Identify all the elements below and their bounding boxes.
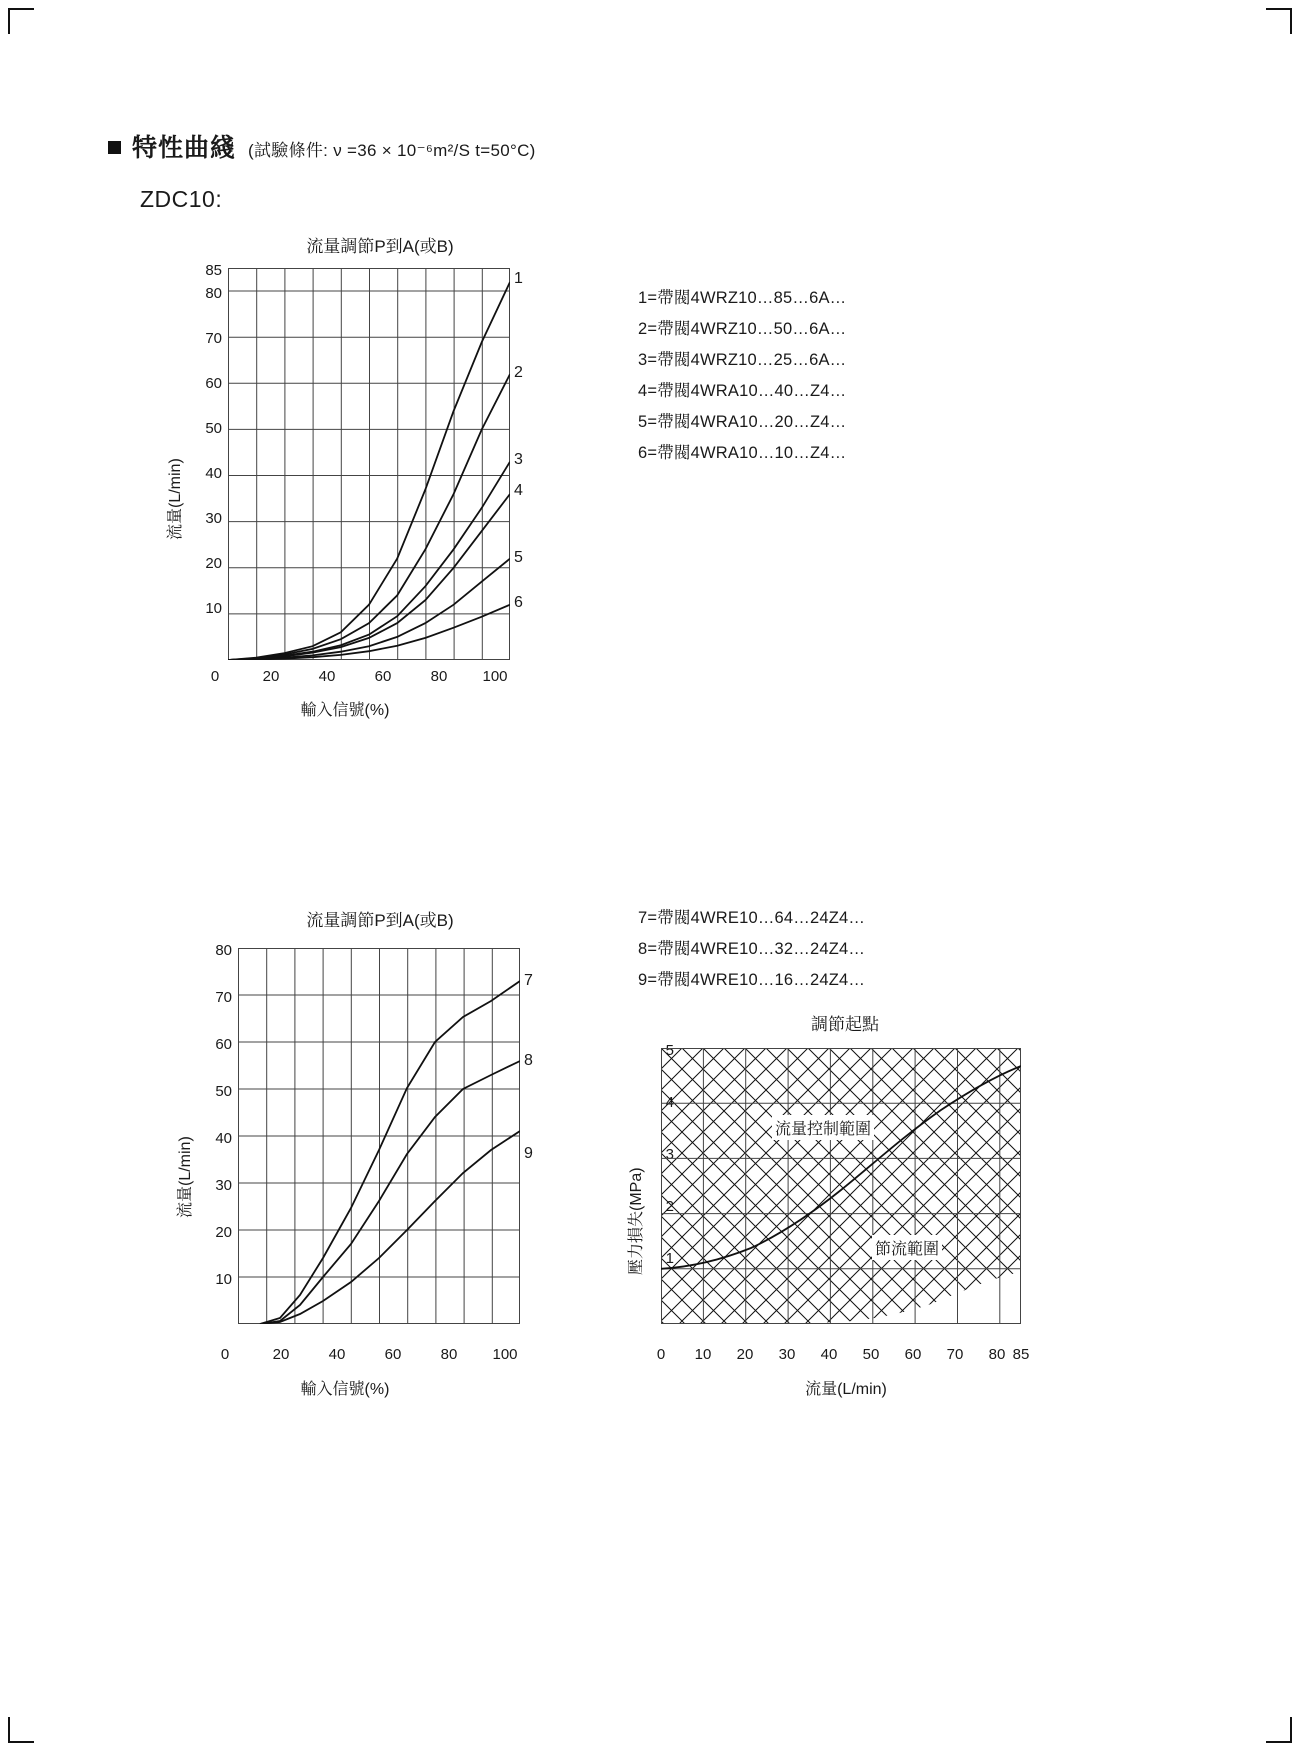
chart-bl-ytick-80: 80 bbox=[215, 942, 232, 959]
chart-top-y-axis-label: 流量(L/min) bbox=[167, 458, 184, 540]
chart-br-xtick-40: 40 bbox=[820, 1346, 838, 1363]
chart-bl-curve-label-8: 8 bbox=[524, 1052, 533, 1069]
legend-bottom-item-9: 9=帶閥4WRE10…16…24Z4… bbox=[638, 971, 866, 989]
chart-top-curve-label-2: 2 bbox=[514, 364, 523, 381]
chart-bl-curve-label-9: 9 bbox=[524, 1145, 533, 1162]
chart-bl-ytick-50: 50 bbox=[215, 1083, 232, 1100]
chart-bottom-left-y-axis-label: 流量(L/min) bbox=[177, 1136, 194, 1218]
chart-bl-xtick-0: 0 bbox=[220, 1346, 230, 1363]
chart-bottom-right-title: 調節起點 bbox=[811, 1015, 879, 1034]
chart-top-ytick-85: 85 bbox=[205, 262, 222, 279]
chart-top-curve-label-6: 6 bbox=[514, 594, 523, 611]
chart-top-xtick-60: 60 bbox=[374, 668, 392, 685]
chart-bottom-left-title: 流量調節P到A(或B) bbox=[306, 911, 454, 930]
legend-bottom bbox=[638, 903, 865, 996]
chart-br-xtick-20: 20 bbox=[736, 1346, 754, 1363]
legend-top-item-1: 1=帶閥4WRZ10…85…6A… bbox=[638, 289, 847, 307]
chart-bl-ytick-20: 20 bbox=[215, 1224, 232, 1241]
crop-mark-top-right bbox=[1266, 8, 1292, 34]
chart-top-title: 流量調節P到A(或B) bbox=[306, 237, 454, 256]
chart-bl-xtick-60: 60 bbox=[384, 1346, 402, 1363]
chart-bl-xtick-80: 80 bbox=[440, 1346, 458, 1363]
legend-top bbox=[638, 283, 846, 469]
chart-bl-xtick-40: 40 bbox=[328, 1346, 346, 1363]
legend-top-item-4: 4=帶閥4WRA10…40…Z4… bbox=[638, 382, 847, 400]
chart-br-xtick-85: 85 bbox=[1012, 1346, 1030, 1363]
chart-top-curve-label-3: 3 bbox=[514, 451, 523, 468]
crop-mark-bottom-right bbox=[1266, 1717, 1292, 1743]
chart-br-y-axis-label: 壓力損失(MPa) bbox=[628, 1167, 645, 1275]
chart-top-xtick-40: 40 bbox=[318, 668, 336, 685]
legend-top-item-3: 3=帶閥4WRZ10…25…6A… bbox=[638, 351, 847, 369]
chart-top-curve-label-5: 5 bbox=[514, 549, 523, 566]
chart-top-xtick-20: 20 bbox=[262, 668, 280, 685]
chart-top-x-axis-label: 輸入信號(%) bbox=[300, 702, 390, 719]
region-label-throttle-range: 節流範圍 bbox=[872, 1235, 942, 1260]
chart-top-ytick-10: 10 bbox=[205, 600, 222, 617]
page-title: 特性曲綫 bbox=[132, 134, 237, 162]
test-condition-text: (試驗條件: ν =36 × 10⁻⁶m²/S t=50°C) bbox=[248, 141, 536, 160]
chart-bl-ytick-10: 10 bbox=[215, 1271, 232, 1288]
chart-bl-ytick-70: 70 bbox=[215, 989, 232, 1006]
chart-br-xtick-50: 50 bbox=[862, 1346, 880, 1363]
legend-top-item-6: 6=帶閥4WRA10…10…Z4… bbox=[638, 444, 847, 462]
chart-bl-ytick-40: 40 bbox=[215, 1130, 232, 1147]
chart-top-ytick-20: 20 bbox=[205, 555, 222, 572]
chart-top-ytick-80: 80 bbox=[205, 285, 222, 302]
region-label-flow-control-range: 流量控制範圍 bbox=[772, 1115, 874, 1140]
chart-br-xtick-0: 0 bbox=[656, 1346, 666, 1363]
chart-top-xtick-80: 80 bbox=[430, 668, 448, 685]
chart-bl-ytick-30: 30 bbox=[215, 1177, 232, 1194]
chart-bl-ytick-60: 60 bbox=[215, 1036, 232, 1053]
chart-top-ytick-50: 50 bbox=[205, 420, 222, 437]
chart-top-ytick-70: 70 bbox=[205, 330, 222, 347]
chart-br-xtick-80: 80 bbox=[988, 1346, 1006, 1363]
chart-br-xtick-30: 30 bbox=[778, 1346, 796, 1363]
legend-top-item-5: 5=帶閥4WRA10…20…Z4… bbox=[638, 413, 847, 431]
chart-br-xtick-10: 10 bbox=[694, 1346, 712, 1363]
chart-top-ytick-40: 40 bbox=[205, 465, 222, 482]
legend-bottom-item-7: 7=帶閥4WRE10…64…24Z4… bbox=[638, 909, 866, 927]
chart-top-xtick-0: 0 bbox=[210, 668, 220, 685]
legend-bottom-item-8: 8=帶閥4WRE10…32…24Z4… bbox=[638, 940, 866, 958]
chart-top-plot bbox=[228, 268, 510, 660]
chart-top-ytick-30: 30 bbox=[205, 510, 222, 527]
model-label: ZDC10: bbox=[140, 186, 223, 212]
chart-br-xtick-60: 60 bbox=[904, 1346, 922, 1363]
chart-br-x-axis-label: 流量(L/min) bbox=[805, 1381, 887, 1398]
chart-bottom-right-plot bbox=[661, 1048, 1021, 1324]
chart-top-ytick-60: 60 bbox=[205, 375, 222, 392]
chart-bl-xtick-100: 100 bbox=[492, 1346, 518, 1363]
chart-top-curve-label-4: 4 bbox=[514, 482, 523, 499]
crop-mark-bottom-left bbox=[8, 1717, 34, 1743]
chart-bottom-left-plot bbox=[238, 948, 520, 1324]
legend-top-item-2: 2=帶閥4WRZ10…50…6A… bbox=[638, 320, 847, 338]
chart-top-curve-label-1: 1 bbox=[514, 270, 523, 287]
chart-bottom-left-x-axis-label: 輸入信號(%) bbox=[300, 1381, 390, 1398]
chart-top-xtick-100: 100 bbox=[482, 668, 508, 685]
page-header bbox=[108, 128, 536, 164]
square-bullet-icon bbox=[108, 141, 121, 154]
crop-mark-top-left bbox=[8, 8, 34, 34]
chart-bl-xtick-20: 20 bbox=[272, 1346, 290, 1363]
chart-br-xtick-70: 70 bbox=[946, 1346, 964, 1363]
chart-bl-curve-label-7: 7 bbox=[524, 972, 533, 989]
